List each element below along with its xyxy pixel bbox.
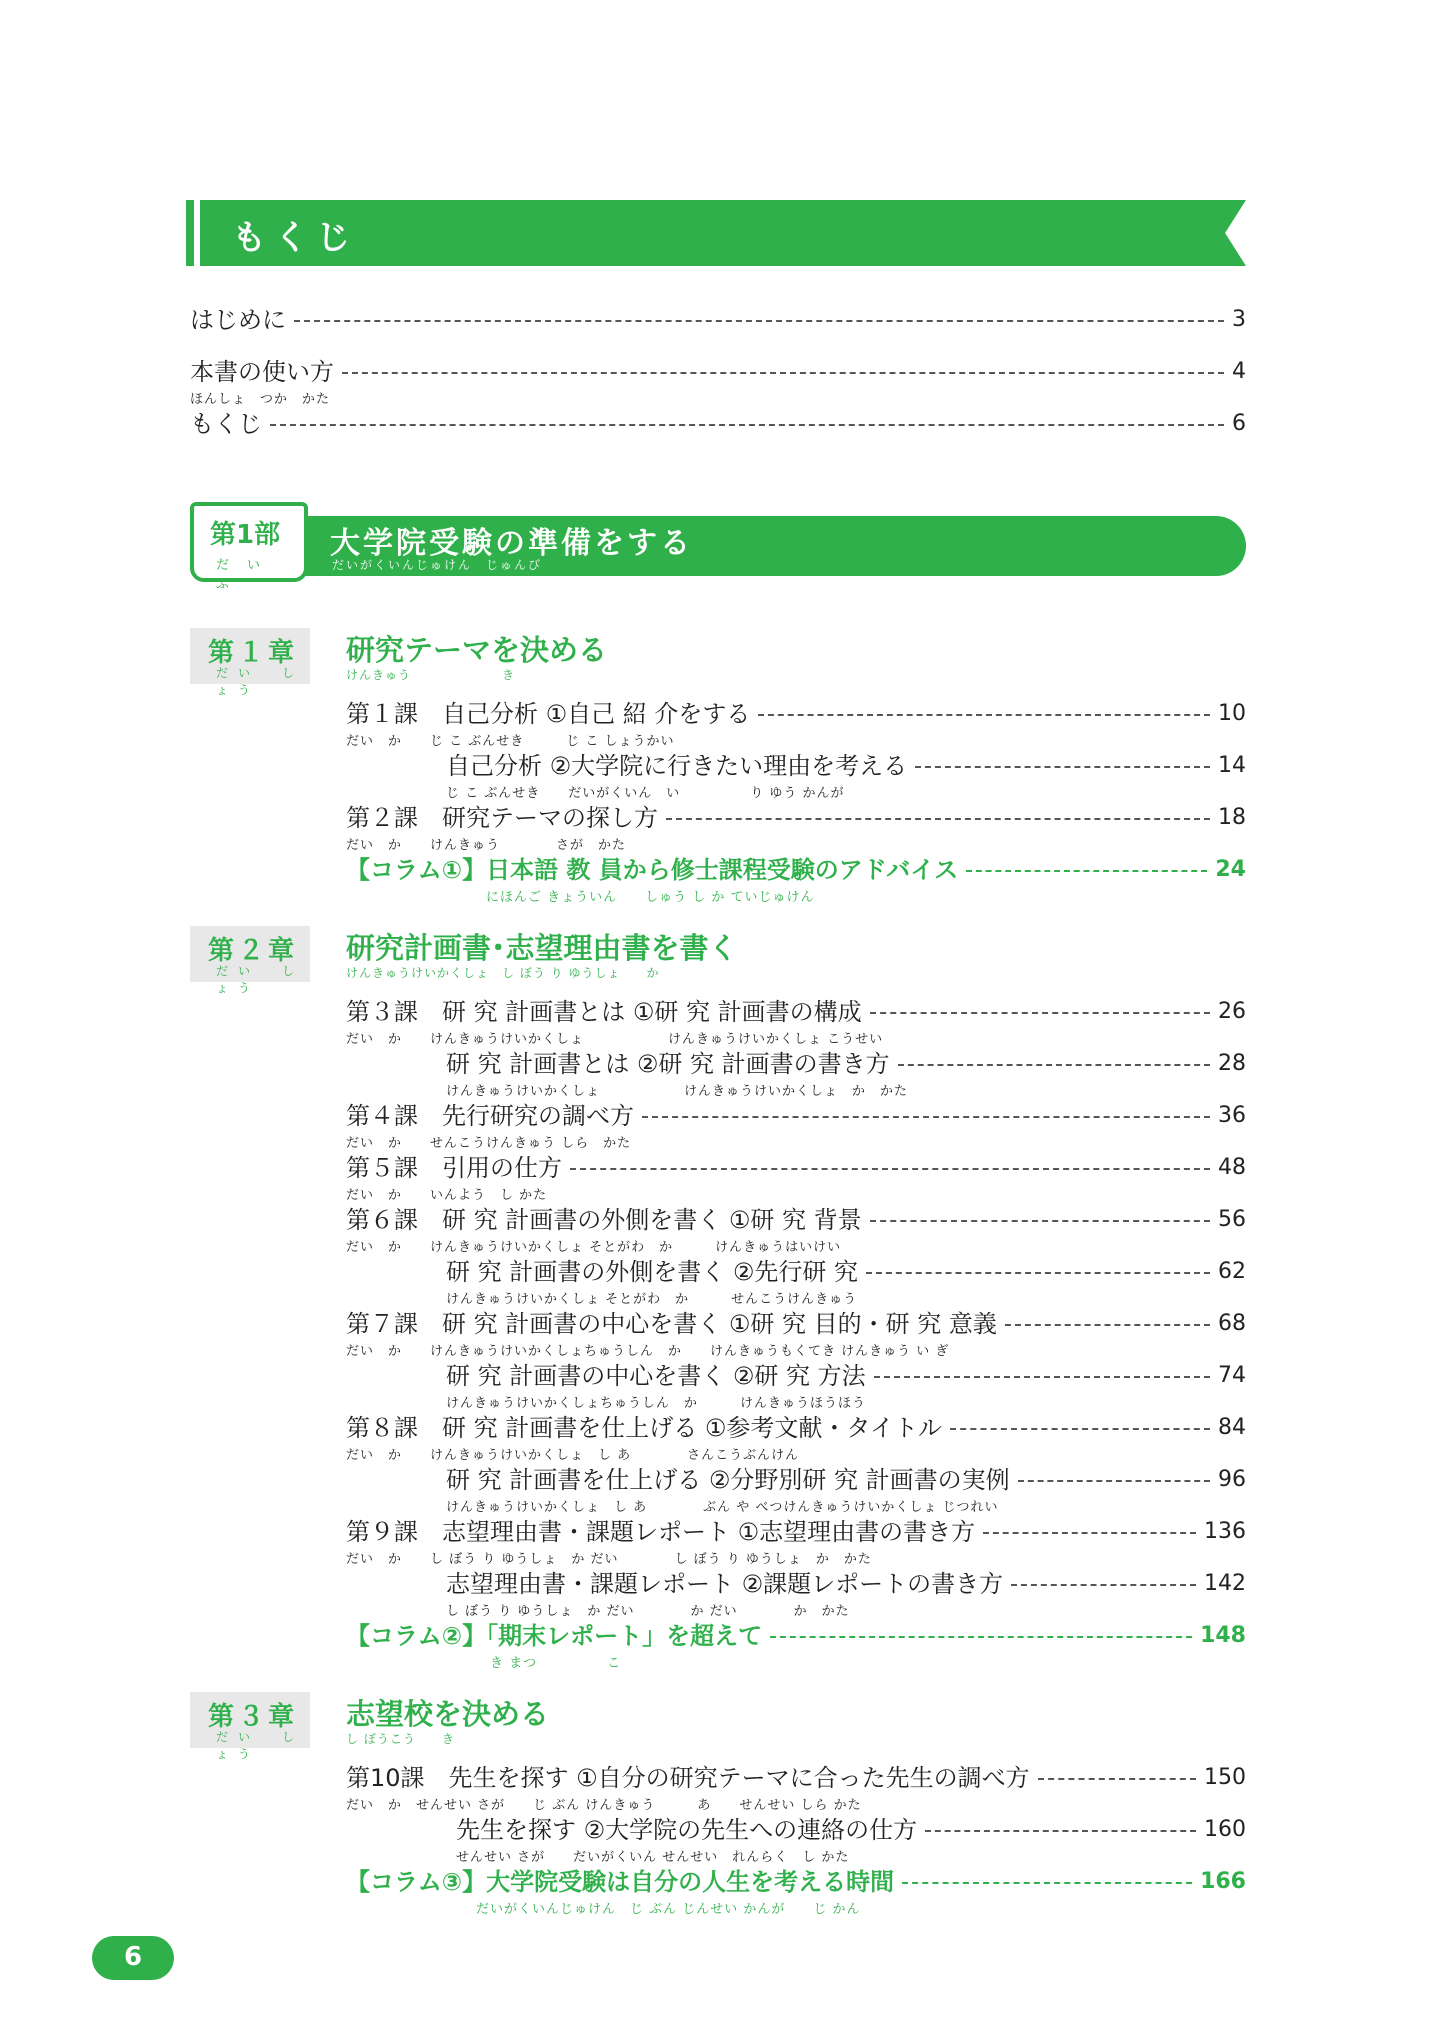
leader-dots bbox=[866, 1272, 1210, 1274]
toc-entry-ruby: だい か けんきゅうけいかくしょ し あ さんこうぶんけん bbox=[346, 1448, 800, 1463]
toc-entry-how-to-use[interactable] bbox=[190, 358, 1246, 407]
leader-dots bbox=[898, 1064, 1210, 1066]
chapter-title-ruby: し ぼうこう き bbox=[346, 1732, 455, 1746]
toc-entry-page: 160 bbox=[1204, 1817, 1246, 1842]
toc-entry-ruby: だい か けんきゅうけいかくしょ そとがわ か けんきゅうはいけい bbox=[346, 1240, 842, 1255]
page-number: 6 bbox=[123, 1942, 143, 1972]
toc-entry-page: 18 bbox=[1218, 805, 1246, 830]
leader-dots bbox=[342, 372, 1224, 374]
toc-entry[interactable] bbox=[456, 1816, 1246, 1865]
toc-entry[interactable] bbox=[346, 998, 1246, 1047]
chapter-title-ruby: けんきゅうけいかくしょ し ぼう り ゆうしょ か bbox=[346, 966, 660, 980]
leader-dots bbox=[1018, 1480, 1210, 1482]
toc-entry-page: 150 bbox=[1204, 1765, 1246, 1790]
part-label: 第1部 bbox=[210, 520, 281, 550]
toc-entry-title: 第８課 研 究 計画書を仕上げる ①参考文献・タイトル bbox=[346, 1414, 942, 1442]
leader-dots bbox=[902, 1882, 1192, 1884]
leader-dots bbox=[1005, 1324, 1210, 1326]
toc-entry-page: 6 bbox=[1232, 411, 1246, 436]
toc-entry-page: 24 bbox=[1215, 857, 1246, 882]
leader-dots bbox=[966, 870, 1207, 872]
chapter-number-ruby: だい しょう bbox=[216, 964, 305, 995]
leader-dots bbox=[870, 1220, 1210, 1222]
toc-entry-page: 142 bbox=[1204, 1571, 1246, 1596]
toc-entry-title: 第７課 研 究 計画書の中心を書く ①研 究 目的・研 究 意義 bbox=[346, 1310, 997, 1338]
toc-entry-page: 36 bbox=[1218, 1103, 1246, 1128]
toc-entry-page: 84 bbox=[1218, 1415, 1246, 1440]
part-title-ruby: だいがくいんじゅけん じゅんび bbox=[332, 558, 543, 572]
toc-entry-ruby: せんせい さが だいがくいん せんせい れんらく し かた bbox=[456, 1850, 850, 1865]
toc-entry-ruby: き まつ こ bbox=[490, 1656, 622, 1671]
leader-dots bbox=[874, 1376, 1210, 1378]
leader-dots bbox=[1038, 1778, 1196, 1780]
toc-entry-ruby: だい か けんきゅう さが かた bbox=[346, 838, 627, 853]
toc-entry[interactable] bbox=[446, 1362, 1246, 1411]
toc-entry-title: 研 究 計画書を仕上げる ②分野別研 究 計画書の実例 bbox=[446, 1466, 1010, 1494]
toc-entry-ruby: ほんしょ つか かた bbox=[190, 392, 331, 407]
toc-entry-contents[interactable] bbox=[190, 410, 1246, 450]
toc-entry-title: もくじ bbox=[190, 410, 262, 438]
toc-entry-title: 第10課 先生を探す ①自分の研究テーマに合った先生の調べ方 bbox=[346, 1764, 1030, 1792]
toc-entry-page: 62 bbox=[1218, 1259, 1246, 1284]
toc-entry-title: 【コラム①】日本語 教 員から修士課程受験のアドバイス bbox=[346, 856, 959, 884]
toc-entry-ruby: じ こ ぶんせき だいがくいん い り ゆう かんが bbox=[446, 786, 845, 801]
chapter-title[interactable]: 研究計画書･志望理由書を書く bbox=[346, 931, 738, 965]
toc-entry-title: 志望理由書・課題レポート ②課題レポートの書き方 bbox=[446, 1570, 1004, 1598]
toc-entry-ruby: だい か し ぼう り ゆうしょ か だい し ぼう り ゆうしょ か かた bbox=[346, 1552, 872, 1567]
leader-dots bbox=[925, 1830, 1196, 1832]
toc-entry-ruby: だい か けんきゅうけいかくしょちゅうしん か けんきゅうもくてき けんきゅう い ぎ bbox=[346, 1344, 950, 1359]
toc-entry-title: 先生を探す ②大学院の先生への連絡の仕方 bbox=[456, 1816, 918, 1844]
toc-header-banner bbox=[186, 200, 1246, 266]
leader-dots bbox=[1011, 1584, 1196, 1586]
leader-dots bbox=[758, 714, 1210, 716]
leader-dots bbox=[570, 1168, 1210, 1170]
toc-entry-title: 第９課 志望理由書・課題レポート ①志望理由書の書き方 bbox=[346, 1518, 976, 1546]
toc-entry[interactable] bbox=[346, 804, 1246, 853]
toc-entry-page: 96 bbox=[1218, 1467, 1246, 1492]
leader-dots bbox=[870, 1012, 1210, 1014]
toc-entry-ruby: だい か けんきゅうけいかくしょ けんきゅうけいかくしょ こうせい bbox=[346, 1032, 884, 1047]
toc-entry-page: 166 bbox=[1200, 1869, 1246, 1894]
toc-entry[interactable] bbox=[446, 1258, 1246, 1307]
chapter-number-ruby: だい しょう bbox=[216, 1730, 305, 1761]
toc-entry-column[interactable] bbox=[346, 1868, 1246, 1917]
toc-entry-title: 研 究 計画書とは ②研 究 計画書の書き方 bbox=[446, 1050, 890, 1078]
toc-entry-page: 10 bbox=[1218, 701, 1246, 726]
toc-entry-intro[interactable] bbox=[190, 306, 1246, 346]
toc-entry-title: 第２課 研究テーマの探し方 bbox=[346, 804, 658, 832]
toc-entry-ruby: だい か せんこうけんきゅう しら かた bbox=[346, 1136, 632, 1151]
toc-entry-column[interactable] bbox=[346, 1622, 1246, 1671]
toc-entry[interactable] bbox=[346, 1518, 1246, 1567]
toc-entry-title: 本書の使い方 bbox=[190, 358, 334, 386]
toc-entry-title: 【コラム③】大学院受験は自分の人生を考える時間 bbox=[346, 1868, 895, 1896]
toc-entry-title: 第５課 引用の仕方 bbox=[346, 1154, 562, 1182]
toc-entry-ruby: けんきゅうけいかくしょ し あ ぶん や べつけんきゅうけいかくしょ じつれい bbox=[446, 1500, 999, 1515]
leader-dots bbox=[294, 320, 1224, 322]
toc-entry-page: 3 bbox=[1232, 307, 1246, 332]
leader-dots bbox=[642, 1116, 1210, 1118]
toc-entry[interactable] bbox=[446, 1466, 1246, 1515]
chapter-label bbox=[190, 628, 310, 697]
chapter-title[interactable]: 志望校を決める bbox=[346, 1697, 550, 1731]
toc-entry-ruby: し ぼう り ゆうしょ か だい か だい か かた bbox=[446, 1604, 850, 1619]
toc-entry[interactable] bbox=[346, 700, 1246, 749]
leader-dots bbox=[770, 1636, 1192, 1638]
toc-entry-page: 148 bbox=[1200, 1623, 1246, 1648]
toc-title: もくじ bbox=[232, 218, 358, 258]
toc-entry-column[interactable] bbox=[346, 856, 1246, 905]
chapter-label bbox=[190, 926, 310, 995]
chapter-label bbox=[190, 1692, 310, 1761]
toc-entry[interactable] bbox=[446, 752, 1246, 801]
toc-entry-ruby: けんきゅうけいかくしょちゅうしん か けんきゅうほうほう bbox=[446, 1396, 867, 1411]
part-label-book-icon bbox=[190, 502, 310, 592]
toc-entry-ruby: けんきゅうけいかくしょ けんきゅうけいかくしょ か かた bbox=[446, 1084, 909, 1099]
toc-entry-title: 研 究 計画書の外側を書く ②先行研 究 bbox=[446, 1258, 859, 1286]
toc-entry[interactable] bbox=[346, 1206, 1246, 1255]
toc-entry-title: はじめに bbox=[190, 306, 286, 334]
toc-entry-title: 【コラム②】「期末レポート」を超えて bbox=[346, 1622, 763, 1650]
toc-entry-ruby: けんきゅうけいかくしょ そとがわ か せんこうけんきゅう bbox=[446, 1292, 858, 1307]
toc-entry-ruby: だいがくいんじゅけん じ ぶん じんせい かんが じ かん bbox=[476, 1902, 861, 1917]
toc-entry-ruby: だい か いんよう し かた bbox=[346, 1188, 548, 1203]
toc-entry-page: 26 bbox=[1218, 999, 1246, 1024]
part-label-ruby: だい ぶ bbox=[216, 558, 310, 592]
leader-dots bbox=[666, 818, 1210, 820]
toc-entry[interactable] bbox=[346, 1310, 1246, 1359]
toc-entry-ruby: だい か せんせい さが じ ぶん けんきゅう あ せんせい しら かた bbox=[346, 1798, 862, 1813]
toc-entry-title: 第６課 研 究 計画書の外側を書く ①研 究 背景 bbox=[346, 1206, 862, 1234]
toc-entry[interactable] bbox=[346, 1154, 1246, 1203]
toc-entry-page: 4 bbox=[1232, 359, 1246, 384]
toc-entry-page: 74 bbox=[1218, 1363, 1246, 1388]
banner-accent-bar bbox=[186, 200, 194, 266]
leader-dots bbox=[270, 424, 1224, 426]
toc-entry-page: 56 bbox=[1218, 1207, 1246, 1232]
toc-entry-page: 28 bbox=[1218, 1051, 1246, 1076]
toc-entry-page: 48 bbox=[1218, 1155, 1246, 1180]
toc-entry-page: 68 bbox=[1218, 1311, 1246, 1336]
toc-entry-title: 第１課 自己分析 ①自己 紹 介をする bbox=[346, 700, 751, 728]
leader-dots bbox=[950, 1428, 1210, 1430]
chapter-title[interactable]: 研究テーマを決める bbox=[346, 633, 608, 667]
part-banner bbox=[190, 502, 1246, 592]
page-number-badge bbox=[92, 1936, 174, 1980]
chapter-number: 第２章 bbox=[208, 936, 299, 966]
leader-dots bbox=[983, 1532, 1196, 1534]
toc-entry-ruby: にほんご きょういん しゅう し か ていじゅけん bbox=[486, 890, 815, 905]
toc-entry[interactable] bbox=[446, 1570, 1246, 1619]
toc-entry-title: 第４課 先行研究の調べ方 bbox=[346, 1102, 634, 1130]
toc-entry-title: 第３課 研 究 計画書とは ①研 究 計画書の構成 bbox=[346, 998, 862, 1026]
toc-entry-title: 自己分析 ②大学院に行きたい理由を考える bbox=[446, 752, 908, 780]
toc-entry[interactable] bbox=[346, 1414, 1246, 1463]
toc-entry-title: 研 究 計画書の中心を書く ②研 究 方法 bbox=[446, 1362, 866, 1390]
toc-entry-page: 14 bbox=[1218, 753, 1246, 778]
toc-entry[interactable] bbox=[346, 1764, 1246, 1813]
leader-dots bbox=[915, 766, 1210, 768]
toc-entry[interactable] bbox=[346, 1102, 1246, 1151]
toc-entry-ruby: だい か じ こ ぶんせき じ こ しょうかい bbox=[346, 734, 675, 749]
toc-entry[interactable] bbox=[446, 1050, 1246, 1099]
chapter-number: 第１章 bbox=[208, 638, 299, 668]
chapter-number-ruby: だい しょう bbox=[216, 666, 305, 697]
chapter-number: 第３章 bbox=[208, 1702, 299, 1732]
part-title: 大学院受験の準備をする bbox=[330, 526, 693, 561]
chapter-title-ruby: けんきゅう き bbox=[346, 668, 516, 682]
toc-entry-page: 136 bbox=[1204, 1519, 1246, 1544]
